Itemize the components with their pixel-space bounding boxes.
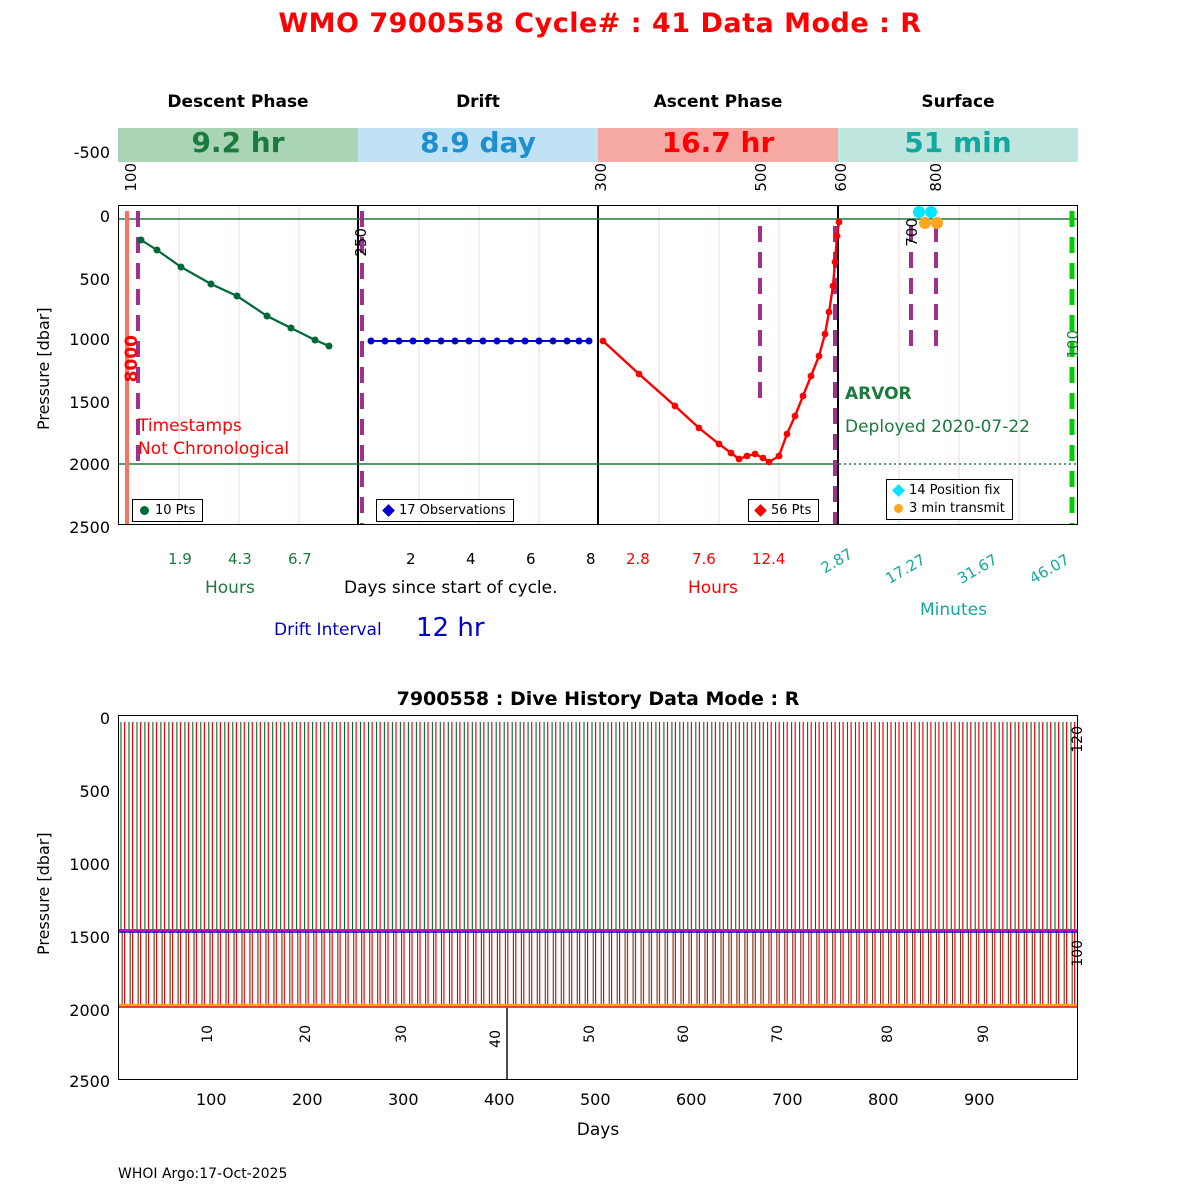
bottom-xtick-7: 800 <box>868 1090 899 1109</box>
xtick-drift-3: 8 <box>586 550 596 568</box>
xlabel-ascent: Hours <box>688 578 738 598</box>
bottom-xtick-4: 500 <box>580 1090 611 1109</box>
drift-interval-value: 12 hr <box>416 613 485 643</box>
xtick-descent-2: 6.7 <box>288 550 312 568</box>
cycle-label-70: 70 <box>770 1025 786 1043</box>
legend-marker-position-fix <box>892 484 905 497</box>
cycle-detail-svg <box>119 206 1077 524</box>
cycle-label-20: 20 <box>298 1025 314 1043</box>
bottom-xlabel: Days <box>576 1120 620 1140</box>
phase-duration-surface: 51 min <box>904 126 1012 159</box>
top-ytick-6: 2500 <box>69 518 110 537</box>
right-label-120: 120 <box>1070 726 1086 753</box>
right-label-100: 100 <box>1070 940 1086 967</box>
xtick-surface-2: 31.67 <box>954 550 1001 588</box>
vlabel-300: 300 <box>592 163 610 192</box>
footer-text: WHOI Argo:17-Oct-2025 <box>118 1166 288 1182</box>
phase-header-surface: Surface <box>921 92 995 112</box>
legend-label-transmit: 3 min transmit <box>909 501 1005 516</box>
xtick-drift-0: 2 <box>406 550 416 568</box>
phase-header-ascent: Ascent Phase <box>653 92 783 112</box>
phase-duration-descent: 9.2 hr <box>191 126 285 159</box>
top-ytick-4: 1500 <box>69 393 110 412</box>
top-ytick-2: 500 <box>79 270 110 289</box>
bottom-xtick-1: 200 <box>292 1090 323 1109</box>
phase-duration-ascent: 16.7 hr <box>661 126 775 159</box>
legend-surface <box>886 479 1013 520</box>
top-ytick-3: 1000 <box>69 330 110 349</box>
bottom-xtick-8: 900 <box>964 1090 995 1109</box>
xtick-descent-1: 4.3 <box>228 550 252 568</box>
bottom-xtick-6: 700 <box>772 1090 803 1109</box>
bottom-ytick-4: 2000 <box>69 1001 110 1020</box>
drift-interval-label: Drift Interval <box>274 620 382 640</box>
xlabel-drift: Days since start of cycle. <box>344 578 558 598</box>
legend-drift <box>376 499 514 522</box>
phase-duration-drift: 8.9 day <box>420 126 536 159</box>
cycle-label-10: 10 <box>200 1025 216 1043</box>
legend-label-drift: 17 Observations <box>399 503 506 518</box>
xtick-drift-1: 4 <box>466 550 476 568</box>
xlabel-descent: Hours <box>205 578 255 598</box>
top-ytick-0: -500 <box>73 143 110 162</box>
bottom-ytick-3: 1500 <box>69 928 110 947</box>
float-type-label: ARVOR <box>845 384 912 404</box>
warning-annotation <box>138 415 289 461</box>
cycle-label-50: 50 <box>582 1025 598 1043</box>
bottom-ylabel: Pressure [dbar] <box>34 832 53 955</box>
bottom-xtick-3: 400 <box>484 1090 515 1109</box>
legend-row-position-fix <box>894 483 1000 498</box>
bottom-ytick-2: 1000 <box>69 855 110 874</box>
vlabel-700: 700 <box>903 218 921 247</box>
bottom-xtick-5: 600 <box>676 1090 707 1109</box>
legend-marker-transmit <box>894 504 903 513</box>
xtick-surface-3: 46.07 <box>1026 550 1073 588</box>
vlabel-250: 250 <box>352 228 370 257</box>
warning-value: 8000 <box>122 335 142 383</box>
dive-history-title: 7900558 : Dive History Data Mode : R <box>396 688 800 710</box>
vlabel-600: 600 <box>832 163 850 192</box>
legend-row-transmit <box>894 501 1005 516</box>
xtick-ascent-1: 7.6 <box>692 550 716 568</box>
bottom-xtick-0: 100 <box>196 1090 227 1109</box>
cycle-label-30: 30 <box>394 1025 410 1043</box>
vlabel-800: 800 <box>927 163 945 192</box>
phase-header-drift: Drift <box>456 92 500 112</box>
warning-line-2: Not Chronological <box>138 439 290 459</box>
xtick-surface-1: 17.27 <box>882 550 929 588</box>
bottom-ytick-1: 500 <box>79 782 110 801</box>
bottom-ytick-5: 2500 <box>69 1072 110 1091</box>
xtick-ascent-2: 12.4 <box>752 550 786 568</box>
legend-label-ascent: 56 Pts <box>771 503 812 518</box>
xtick-ascent-0: 2.8 <box>626 550 650 568</box>
legend-marker-drift <box>382 504 395 517</box>
legend-label-descent: 10 Pts <box>155 503 196 518</box>
cycle-label-80: 80 <box>880 1025 896 1043</box>
cycle-detail-plot <box>118 205 1078 525</box>
xtick-drift-2: 6 <box>526 550 536 568</box>
cycle-label-90: 90 <box>976 1025 992 1043</box>
page-title: WMO 7900558 Cycle# : 41 Data Mode : R <box>278 8 922 39</box>
dive-history-svg <box>119 716 1077 1079</box>
bottom-xtick-2: 300 <box>388 1090 419 1109</box>
legend-marker-descent <box>140 506 149 515</box>
dive-history-plot <box>118 715 1078 1080</box>
vlabel-100: 100 <box>122 163 140 192</box>
xtick-surface-0: 2.87 <box>817 544 856 578</box>
xlabel-surface: Minutes <box>920 600 987 620</box>
vlabel-500: 500 <box>752 163 770 192</box>
legend-marker-ascent <box>754 504 767 517</box>
top-ytick-5: 2000 <box>69 455 110 474</box>
top-ylabel: Pressure [dbar] <box>34 307 53 430</box>
bottom-ytick-0: 0 <box>99 709 110 728</box>
top-ytick-1: 0 <box>99 207 110 226</box>
warning-line-1: Timestamps <box>138 416 242 436</box>
legend-descent <box>132 499 203 522</box>
legend-ascent <box>748 499 819 522</box>
vlabel-right-100: 100 <box>1064 330 1082 359</box>
legend-label-position-fix: 14 Position fix <box>909 483 1001 498</box>
phase-header-descent: Descent Phase <box>167 92 309 112</box>
deployed-label: Deployed 2020-07-22 <box>845 417 1030 437</box>
cycle-label-60: 60 <box>676 1025 692 1043</box>
xtick-descent-0: 1.9 <box>168 550 192 568</box>
cycle-label-40: 40 <box>488 1030 504 1048</box>
